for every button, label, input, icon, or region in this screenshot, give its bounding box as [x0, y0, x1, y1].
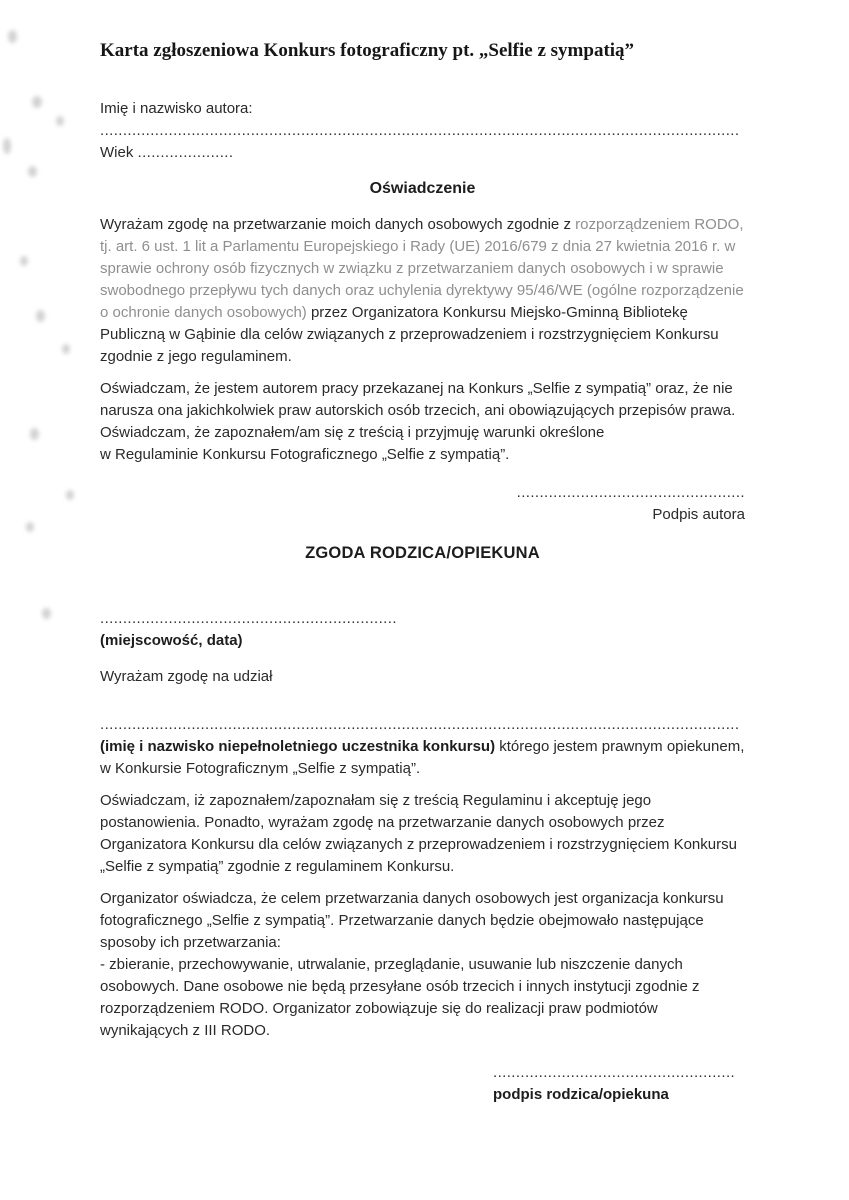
- scan-artifact: [26, 522, 34, 532]
- scan-artifact: [3, 138, 11, 154]
- scan-artifact: [56, 116, 64, 126]
- place-date-fill-line: .................................................................: [100, 610, 397, 627]
- scan-artifact: [62, 344, 70, 354]
- guardian-paragraph-regulamin: Oświadczam, iż zapoznałem/zapoznałam się z treścią Regulaminu i akceptuję jego postanowienia. Ponadto, wyrażam zgodę na przetwarzanie danych osobowych przez Organizatora Konkursu dla celów związanych z przeprowadzeniem i rozstrzygnięciem Konkursu „Selfie z sympatią” zgodnie z regulaminem Konkursu.: [100, 792, 737, 875]
- place-date-block: [100, 608, 745, 652]
- terms-text-line1: Oświadczam, że zapoznałem/am się z treścią i przyjmuję warunki określone: [100, 424, 605, 441]
- guardian-signature-line: .....................................................: [493, 1064, 736, 1081]
- declaration-paragraph-consent: [100, 214, 745, 368]
- scan-artifact: [66, 490, 74, 500]
- scan-artifact: [36, 310, 45, 322]
- place-date-label: (miejscowość, data): [100, 632, 243, 649]
- scan-artifact: [42, 608, 51, 619]
- scan-artifact: [30, 428, 39, 440]
- participant-label-rest: którego jestem prawnym opiekunem, w Konkursie Fotograficznym „Selfie z sympatią”.: [100, 738, 745, 777]
- guardian-paragraph-organizer: [100, 888, 745, 1042]
- participant-label-bold: (imię i nazwisko niepełnoletniego uczestnika konkursu): [100, 738, 496, 755]
- declaration-heading: Oświadczenie: [369, 180, 476, 197]
- age-fill-line: .....................: [137, 144, 234, 161]
- document-content: [100, 38, 745, 1106]
- participant-name-fill-line: ............................................................................................................................................: [100, 716, 740, 733]
- declaration-paragraph-authorship: [100, 378, 745, 466]
- consent-text-black-1: Wyrażam zgodę na przetwarzanie moich danych osobowych zgodnie z: [100, 216, 576, 233]
- consent-text-gray-rodo: rozporządzeniem RODO, tj. art. 6 ust. 1 lit a Parlamentu Europejskiego i Rady (UE) 2016/679 z dnia 27 kwietnia 2016 r. w sprawie ochrony osób fizycznych w związku z przetwarzaniem danych osobowych i w sprawie swobodnego przepływu tych danych oraz uchylenia dyrektywy 95/46/WE (ogólne rozporządzenie o ochronie danych osobowych): [100, 216, 744, 321]
- author-name-fill-line: ............................................................................................................................................: [100, 122, 740, 139]
- author-signature-block: [100, 482, 745, 526]
- scan-artifact: [28, 166, 37, 177]
- consent-intro-line: Wyrażam zgodę na udział: [100, 668, 273, 685]
- page-title: Karta zgłoszeniowa Konkurs fotograficzny pt. „Selfie z sympatią”: [100, 40, 635, 61]
- author-signature-line: ..................................................: [516, 484, 745, 501]
- author-signature-label: Podpis autora: [652, 506, 745, 523]
- scan-artifact: [8, 30, 17, 43]
- authorship-text: Oświadczam, że jestem autorem pracy przekazanej na Konkurs „Selfie z sympatią” oraz, że nie narusza ona jakichkolwiek praw autorskich osób trzecich, ani obowiązujących przepisów prawa.: [100, 380, 736, 419]
- guardian-signature-block: [493, 1062, 745, 1106]
- participant-label-paragraph: [100, 736, 745, 780]
- author-age-line: [100, 142, 745, 164]
- organizer-text-part2: - zbieranie, przechowywanie, utrwalanie, przeglądanie, usuwanie lub niszczenie danych osobowych. Dane osobowe nie będą przesyłane osób trzecich i innych instytucji zgodnie z rozporządzeniem RODO. Organizator zobowiązuje się do realizacji praw podmiotów wynikających z III RODO.: [100, 956, 700, 1039]
- age-label: Wiek: [100, 144, 134, 161]
- author-name-label: Imię i nazwisko autora:: [100, 100, 253, 117]
- consent-text-black-2: przez Organizatora Konkursu Miejsko-Gminną Bibliotekę Publiczną w Gąbinie dla celów związanych z przeprowadzeniem i rozstrzygnięciem Konkursu zgodnie z jego regulaminem.: [100, 304, 719, 365]
- organizer-text-part1: Organizator oświadcza, że celem przetwarzania danych osobowych jest organizacja konkursu fotograficznego „Selfie z sympatią”. Przetwarzanie danych będzie obejmowało następujące sposoby ich przetwarzania:: [100, 890, 724, 951]
- guardian-signature-label: podpis rodzica/opiekuna: [493, 1086, 669, 1103]
- guardian-consent-heading: ZGODA RODZICA/OPIEKUNA: [305, 544, 540, 562]
- scan-artifact: [20, 256, 28, 266]
- scan-artifact: [32, 96, 42, 108]
- terms-text-line2: w Regulaminie Konkursu Fotograficznego „Selfie z sympatią”.: [100, 446, 510, 463]
- author-section: [100, 98, 745, 164]
